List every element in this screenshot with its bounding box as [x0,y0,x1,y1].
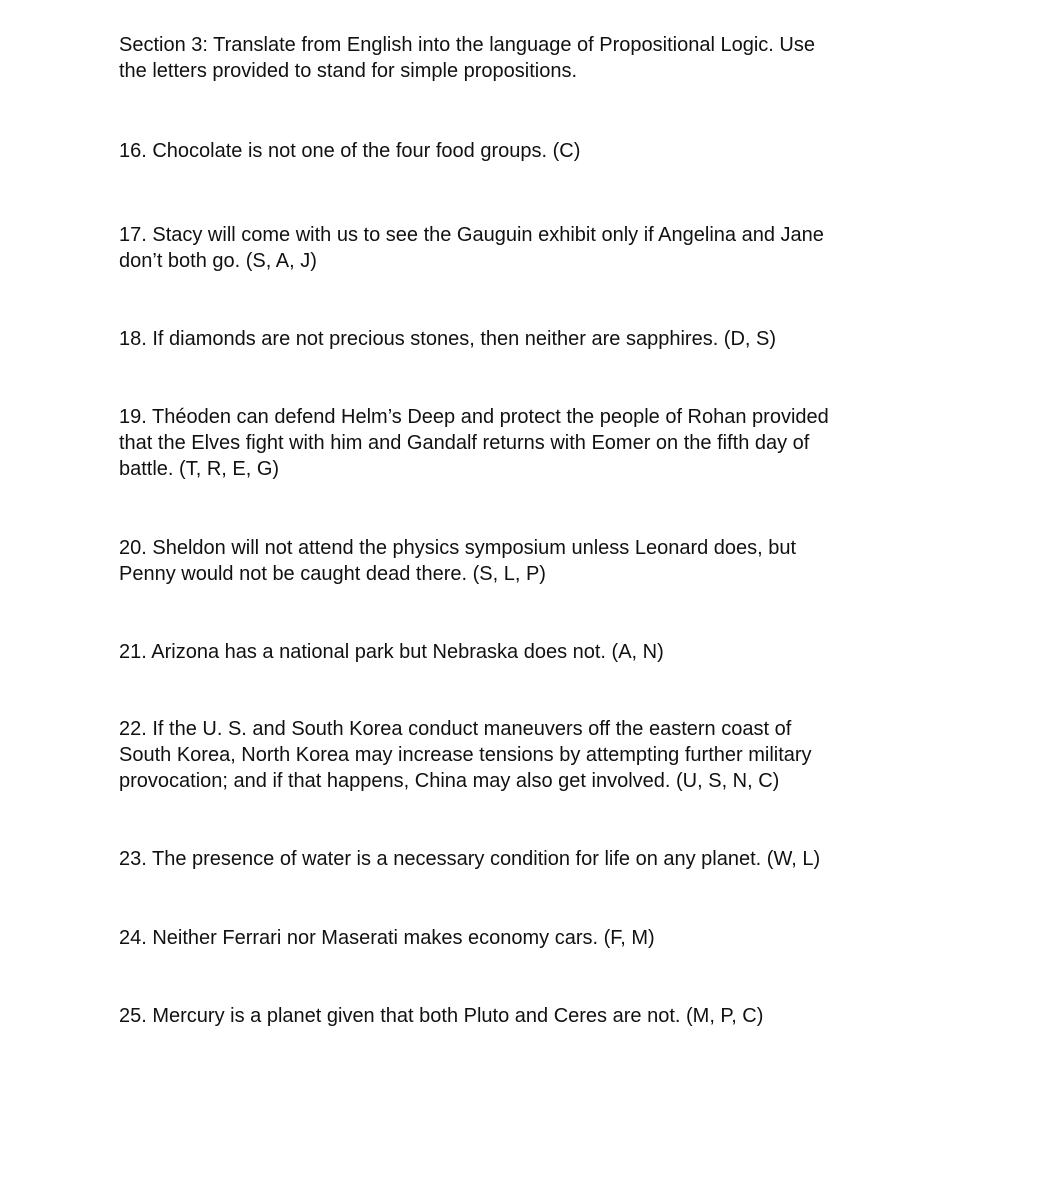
instructions-line: the letters provided to stand for simple propositions. [119,60,578,82]
question-line: battle. (T, R, E, G) [119,458,280,480]
question-line: South Korea, North Korea may increase tensions by attempting further military [119,744,812,766]
instructions-line: Section 3: Translate from English into the language of Propositional Logic. Use [119,34,815,56]
question-25 [119,1003,919,1029]
question-line: 16. Chocolate is not one of the four food groups. (C) [119,140,581,162]
question-16 [119,138,919,164]
question-20 [119,535,919,587]
question-line: 18. If diamonds are not precious stones, then neither are sapphires. (D, S) [119,328,777,350]
question-line: 20. Sheldon will not attend the physics symposium unless Leonard does, but [119,537,797,559]
question-line: 21. Arizona has a national park but Nebraska does not. (A, N) [119,641,664,663]
question-line: 25. Mercury is a planet given that both Pluto and Ceres are not. (M, P, C) [119,1005,764,1027]
question-line: Penny would not be caught dead there. (S, L, P) [119,563,546,585]
question-18 [119,326,919,352]
question-24 [119,925,919,951]
question-19 [119,404,919,482]
question-23 [119,846,919,872]
question-21 [119,639,919,665]
question-line: provocation; and if that happens, China may also get involved. (U, S, N, C) [119,770,780,792]
question-line: 17. Stacy will come with us to see the Gauguin exhibit only if Angelina and Jane [119,224,824,246]
question-line: 24. Neither Ferrari nor Maserati makes economy cars. (F, M) [119,927,655,949]
question-line: 19. Théoden can defend Helm’s Deep and protect the people of Rohan provided [119,406,829,428]
question-line: 23. The presence of water is a necessary condition for life on any planet. (W, L) [119,848,821,870]
section-instructions [119,32,919,84]
question-line: don’t both go. (S, A, J) [119,250,317,272]
question-17 [119,222,919,274]
question-22 [119,716,919,794]
question-line: that the Elves fight with him and Gandalf returns with Eomer on the fifth day of [119,432,810,454]
question-line: 22. If the U. S. and South Korea conduct maneuvers off the eastern coast of [119,718,792,740]
